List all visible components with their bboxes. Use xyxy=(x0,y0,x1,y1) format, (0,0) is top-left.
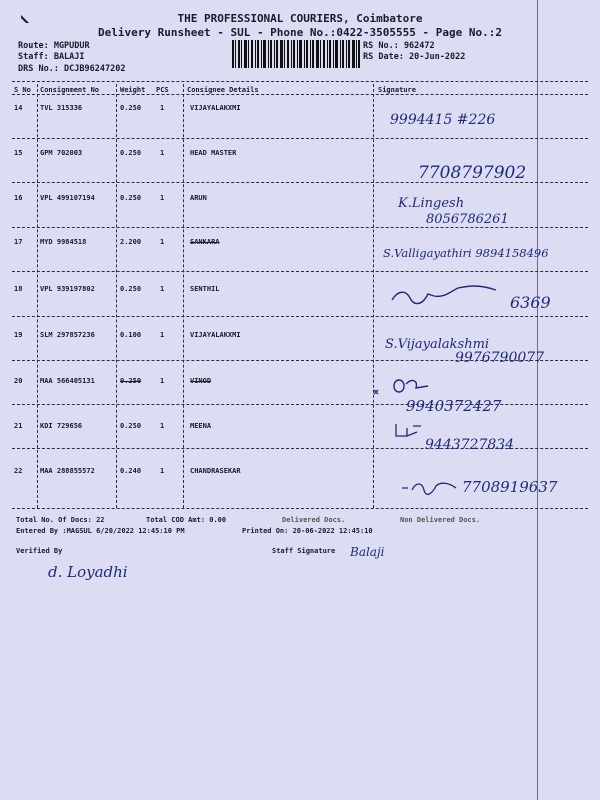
row-consignment-no: KDI 729656 xyxy=(40,422,83,430)
verifier-signature: d. Loyadhi xyxy=(48,563,128,581)
row-consignment-no: MAA 288855572 xyxy=(40,467,95,475)
drs-number: DRS No.: DCJB96247202 xyxy=(18,64,126,74)
row-sno: 19 xyxy=(14,331,23,339)
row-consignment-no: GPM 702003 xyxy=(40,149,83,157)
signature-scribble xyxy=(388,282,508,312)
row-consignee: SANKARA xyxy=(190,238,220,246)
row-consignee: HEAD MASTER xyxy=(190,149,237,157)
row-consignment-no: MAA 566405131 xyxy=(40,377,95,385)
barcode-image xyxy=(232,40,360,68)
staff-label: Staff: BALAJI xyxy=(18,52,85,62)
row-consignment-no: MYD 9984518 xyxy=(40,238,87,246)
row-weight: 0.250 xyxy=(120,194,142,202)
row-divider xyxy=(12,316,588,317)
row-sno: 14 xyxy=(14,104,23,112)
col-header-sno: S No xyxy=(14,86,31,94)
verified-by-label: Verified By xyxy=(16,547,63,555)
non-delivered-docs: Non Delivered Docs. xyxy=(400,516,481,524)
row-pcs: 1 xyxy=(160,238,165,246)
row-signature: 9994415 #226 xyxy=(390,112,496,128)
total-docs: Total No. Of Docs: 22 xyxy=(16,516,105,524)
col-header-weight: Weight xyxy=(120,86,146,94)
row-consignment-no: VPL 499107194 xyxy=(40,194,95,202)
staff-signature: Balaji xyxy=(350,545,385,559)
total-cod: Total COD Amt: 0.00 xyxy=(146,516,227,524)
row-pcs: 1 xyxy=(160,331,165,339)
row-divider xyxy=(12,271,588,272)
row-weight: 0.240 xyxy=(120,467,142,475)
row-consignee: SENTHIL xyxy=(190,285,220,293)
row-consignee: VINOD xyxy=(190,377,212,385)
row-signature: 6369 xyxy=(510,293,551,312)
table-top-rule xyxy=(12,81,588,82)
row-weight: 0.250 xyxy=(120,285,142,293)
rs-number: RS No.: 962472 xyxy=(363,41,435,51)
entered-by: Entered By :MAGSUL 6/20/2022 12:45:10 PM xyxy=(16,527,185,535)
column-divider xyxy=(183,84,184,508)
row-consignment-no: TVL 315336 xyxy=(40,104,83,112)
row-weight: 0.250 xyxy=(120,377,142,385)
row-signature: K.Lingesh xyxy=(398,196,465,211)
row-sno: 18 xyxy=(14,285,23,293)
row-consignee: MEENA xyxy=(190,422,212,430)
row-pcs: 1 xyxy=(160,149,165,157)
col-header-pcs: PCS xyxy=(156,86,169,94)
row-signature: 7708797902 xyxy=(418,163,527,183)
row-signature: 9940372427 xyxy=(406,397,502,415)
column-divider xyxy=(116,84,117,508)
row-consignee: VIJAYALAKXMI xyxy=(190,331,241,339)
row-consignee: VIJAYALAKXMI xyxy=(190,104,241,112)
row-consignment-no: VPL 939197802 xyxy=(40,285,95,293)
row-weight: 0.250 xyxy=(120,422,142,430)
row-divider xyxy=(12,227,588,228)
row-sno: 22 xyxy=(14,467,23,475)
row-divider xyxy=(12,138,588,139)
rs-date: RS Date: 20-Jun-2022 xyxy=(363,52,466,62)
row-consignee: CHANDRASEKAR xyxy=(190,467,241,475)
row-pcs: 1 xyxy=(160,285,165,293)
row-sno: 16 xyxy=(14,194,23,202)
report-title: THE PROFESSIONAL COURIERS, Coimbatore xyxy=(177,12,423,25)
page-edge-line xyxy=(537,0,538,800)
route-label: Route: MGPUDUR xyxy=(18,41,90,51)
row-pcs: 1 xyxy=(160,194,165,202)
row-weight: 0.100 xyxy=(120,331,142,339)
column-divider xyxy=(37,84,38,508)
row-sno: 17 xyxy=(14,238,23,246)
row-signature: 7708919637 xyxy=(462,478,558,496)
row-weight: 0.250 xyxy=(120,104,142,112)
row-pcs: 1 xyxy=(160,104,165,112)
signature-scribble xyxy=(400,478,460,496)
report-subtitle: Delivery Runsheet - SUL - Phone No.:0422-3505555 - Page No.:2 xyxy=(98,26,502,39)
row-signature-phone: 9976790077 xyxy=(455,350,545,366)
row-consignee: ARUN xyxy=(190,194,207,202)
delivered-docs: Delivered Docs. xyxy=(282,516,346,524)
row-sno: 21 xyxy=(14,422,23,430)
col-header-signature: Signature xyxy=(378,86,416,94)
row-pcs: 1 xyxy=(160,422,165,430)
row-sno: 20 xyxy=(14,377,23,385)
row-signature: S.Valligayathiri 9894158496 xyxy=(383,246,549,260)
row-consignment-no: SLM 297857236 xyxy=(40,331,95,339)
row-sno: 15 xyxy=(14,149,23,157)
row-weight: 0.250 xyxy=(120,149,142,157)
staff-signature-label: Staff Signature xyxy=(272,547,336,555)
signature-scribble xyxy=(393,420,423,440)
signature-scribble xyxy=(372,372,432,396)
row-pcs: 1 xyxy=(160,377,165,385)
table-bottom-rule xyxy=(12,508,588,509)
column-divider xyxy=(373,84,374,508)
table-header-rule xyxy=(12,94,588,95)
printed-on: Printed On: 20-06-2022 12:45:10 xyxy=(242,527,373,535)
col-header-consignment: Consignment No xyxy=(40,86,100,94)
row-signature: 9443727834 xyxy=(425,437,515,453)
row-pcs: 1 xyxy=(160,467,165,475)
row-divider xyxy=(12,404,588,405)
row-signature-phone: 8056786261 xyxy=(426,212,509,227)
col-header-consignee: Consignee Details xyxy=(187,86,259,94)
row-signature: S.Vijayalakshmi xyxy=(385,337,490,352)
row-weight: 2.200 xyxy=(120,238,142,246)
